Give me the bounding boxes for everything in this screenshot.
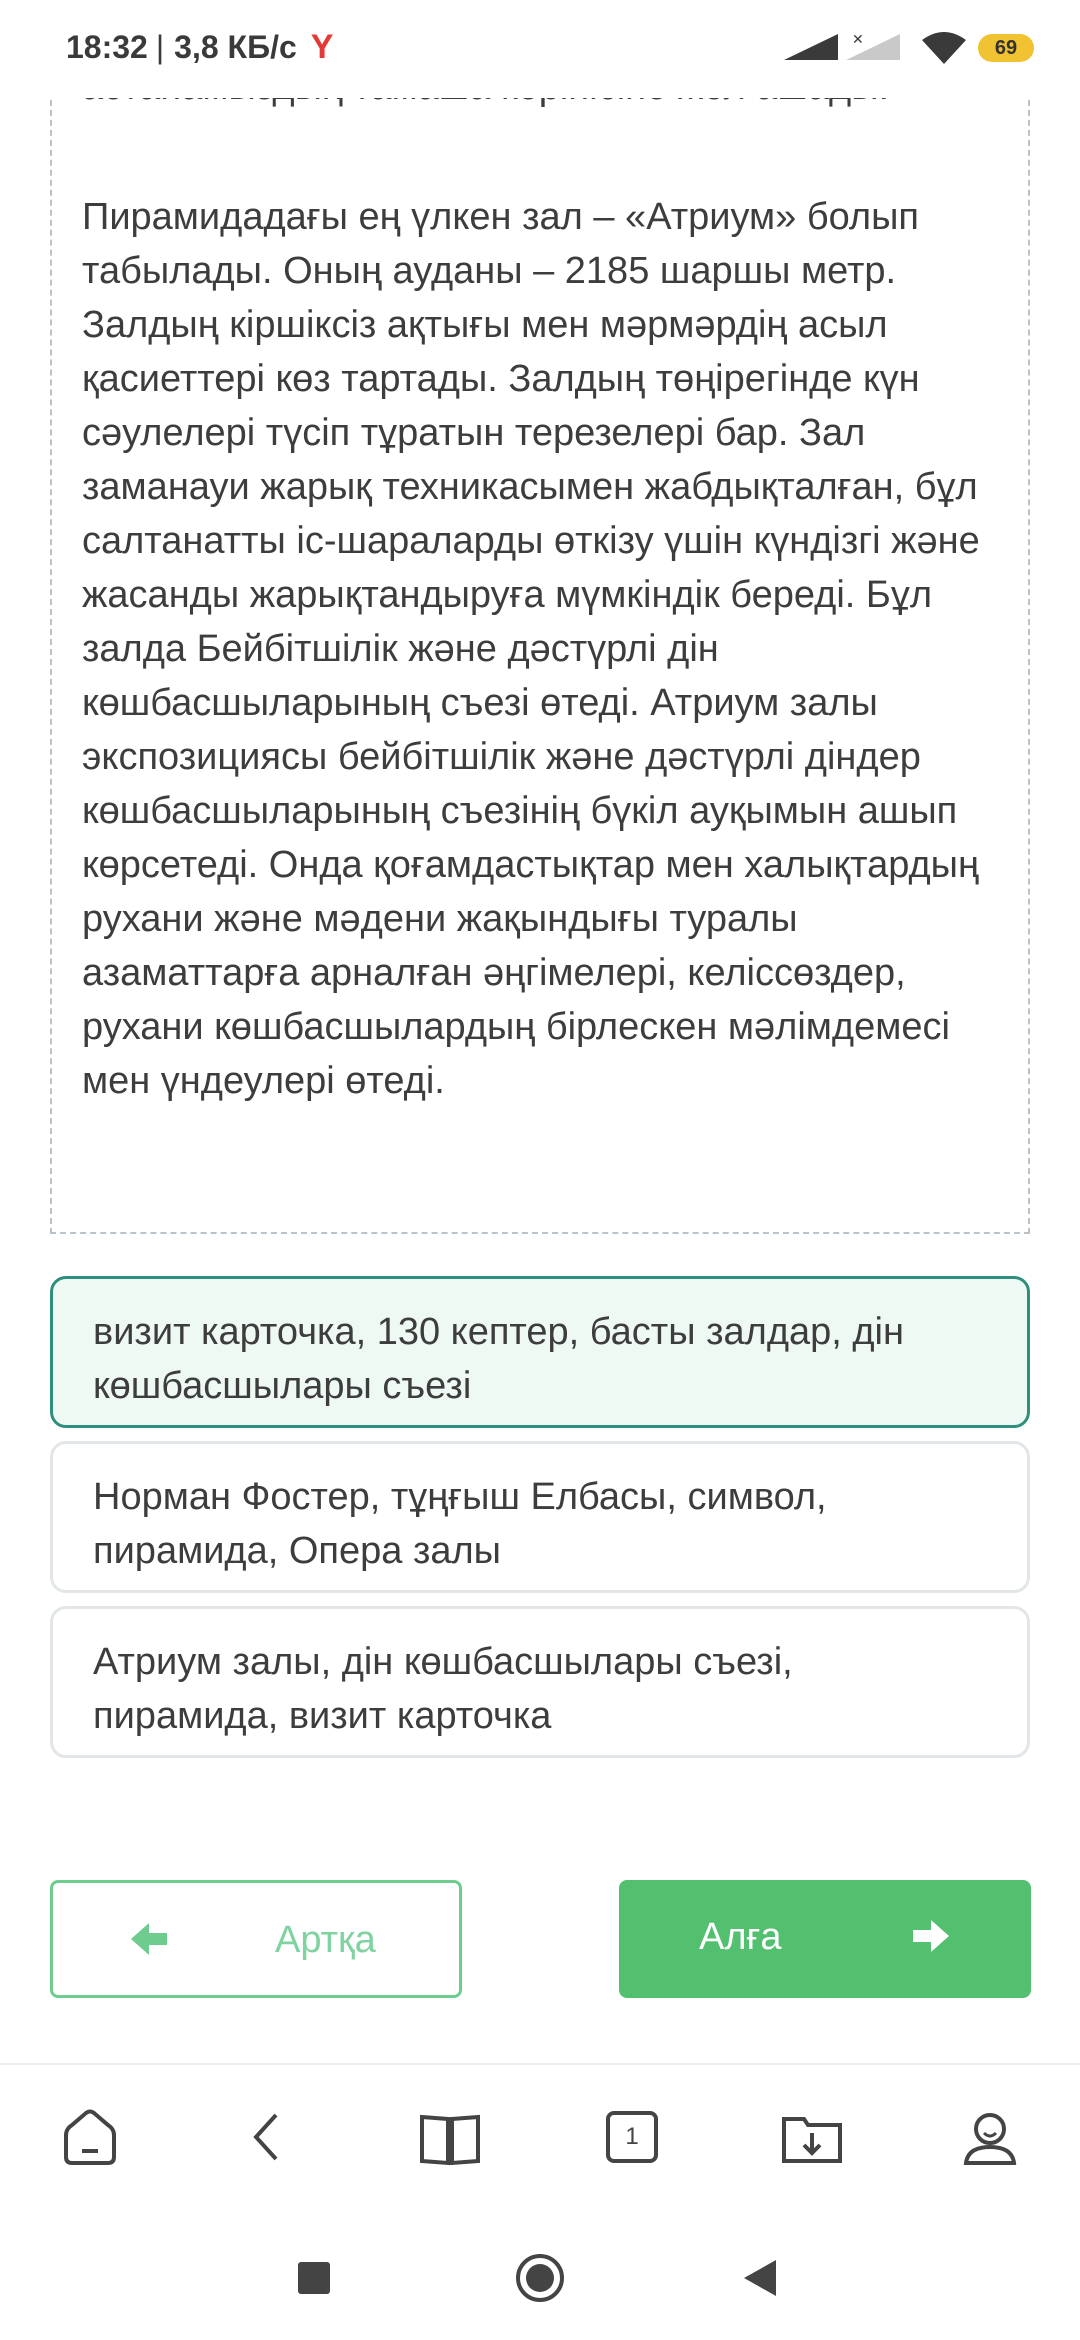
back-button-label: Артқа (275, 1919, 376, 1961)
back-button[interactable] (50, 1880, 462, 1998)
next-button[interactable] (619, 1880, 1031, 1998)
network-speed: 3,8 КБ/с (174, 29, 297, 65)
recent-apps-icon[interactable] (298, 2262, 330, 2294)
svg-text:✕: ✕ (852, 34, 864, 48)
status-time: 18:32 (66, 29, 148, 65)
arrow-left-icon (127, 1917, 171, 1961)
status-separator: | (155, 29, 165, 65)
wifi-icon (922, 32, 966, 64)
signal-icon (784, 34, 838, 60)
system-back-icon[interactable] (740, 2258, 780, 2298)
system-nav-bar (0, 2212, 1080, 2340)
answer-option-label: визит карточка, 130 кептер, басты залдар, дін көшбасшылары съезі (93, 1311, 904, 1407)
answer-option-label: Атриум залы, дін көшбасшылары съезі, пирамида, визит карточка (93, 1641, 793, 1737)
passage-paragraph-2: Пирамидадағы ең үлкен зал – «Атриум» болып табылады. Оның ауданы – 2185 шаршы метр. Залдың кіршіксіз ақтығы мен мәрмәрдің асыл қасиеттері көз тартады. Залдың төңірегінде күн сәулелері түсіп тұратын терезелері бар. Зал заманауи жарық техникасымен жабдықталған, бұл салтанатты іс-шараларды өткізу үшін күндізгі және жасанды жарықтандыруға мүмкіндік береді. Бұл залда Бейбітшілік және дәстүрлі дін көшбасшыларының съезі өтеді. Атриум залы экспозициясы бейбітшілік және дәстүрлі діндер көшбасшыларының съезінің бүкіл ауқымын ашып көрсетеді. Онда қоғамдастықтар мен халықтардың рухани және мәдени жақындығы туралы азаматтарға арналған әңгімелері, келіссөздер, рухани көшбасшылардың бірлескен мәлімдемесі мен үндеулері өтеді. (82, 196, 980, 1102)
answer-option-2[interactable] (50, 1441, 1030, 1593)
answer-option-1[interactable] (50, 1276, 1030, 1428)
download-folder-icon[interactable] (780, 2105, 844, 2169)
reading-passage (50, 40, 1030, 1234)
browser-bottom-nav (0, 2063, 1080, 2213)
battery-indicator: 69 (978, 34, 1034, 62)
home-icon[interactable] (58, 2105, 122, 2169)
arrow-right-icon (909, 1914, 953, 1958)
status-icons (780, 0, 1080, 98)
tabs-icon[interactable] (600, 2105, 664, 2169)
answer-option-label: Норман Фостер, тұңғыш Елбасы, символ, пирамида, Опера залы (93, 1476, 827, 1572)
status-bar (0, 0, 1080, 98)
next-button-label: Алға (699, 1916, 782, 1958)
status-left (66, 28, 333, 67)
book-icon[interactable] (418, 2105, 482, 2169)
home-button-icon[interactable] (514, 2252, 566, 2304)
answer-option-3[interactable] (50, 1606, 1030, 1758)
yandex-icon: Y (310, 28, 334, 66)
signal-icon-2 (846, 34, 900, 60)
back-chevron-icon[interactable] (236, 2105, 300, 2169)
profile-icon[interactable] (958, 2105, 1022, 2169)
tabs-count: 1 (606, 2111, 658, 2163)
